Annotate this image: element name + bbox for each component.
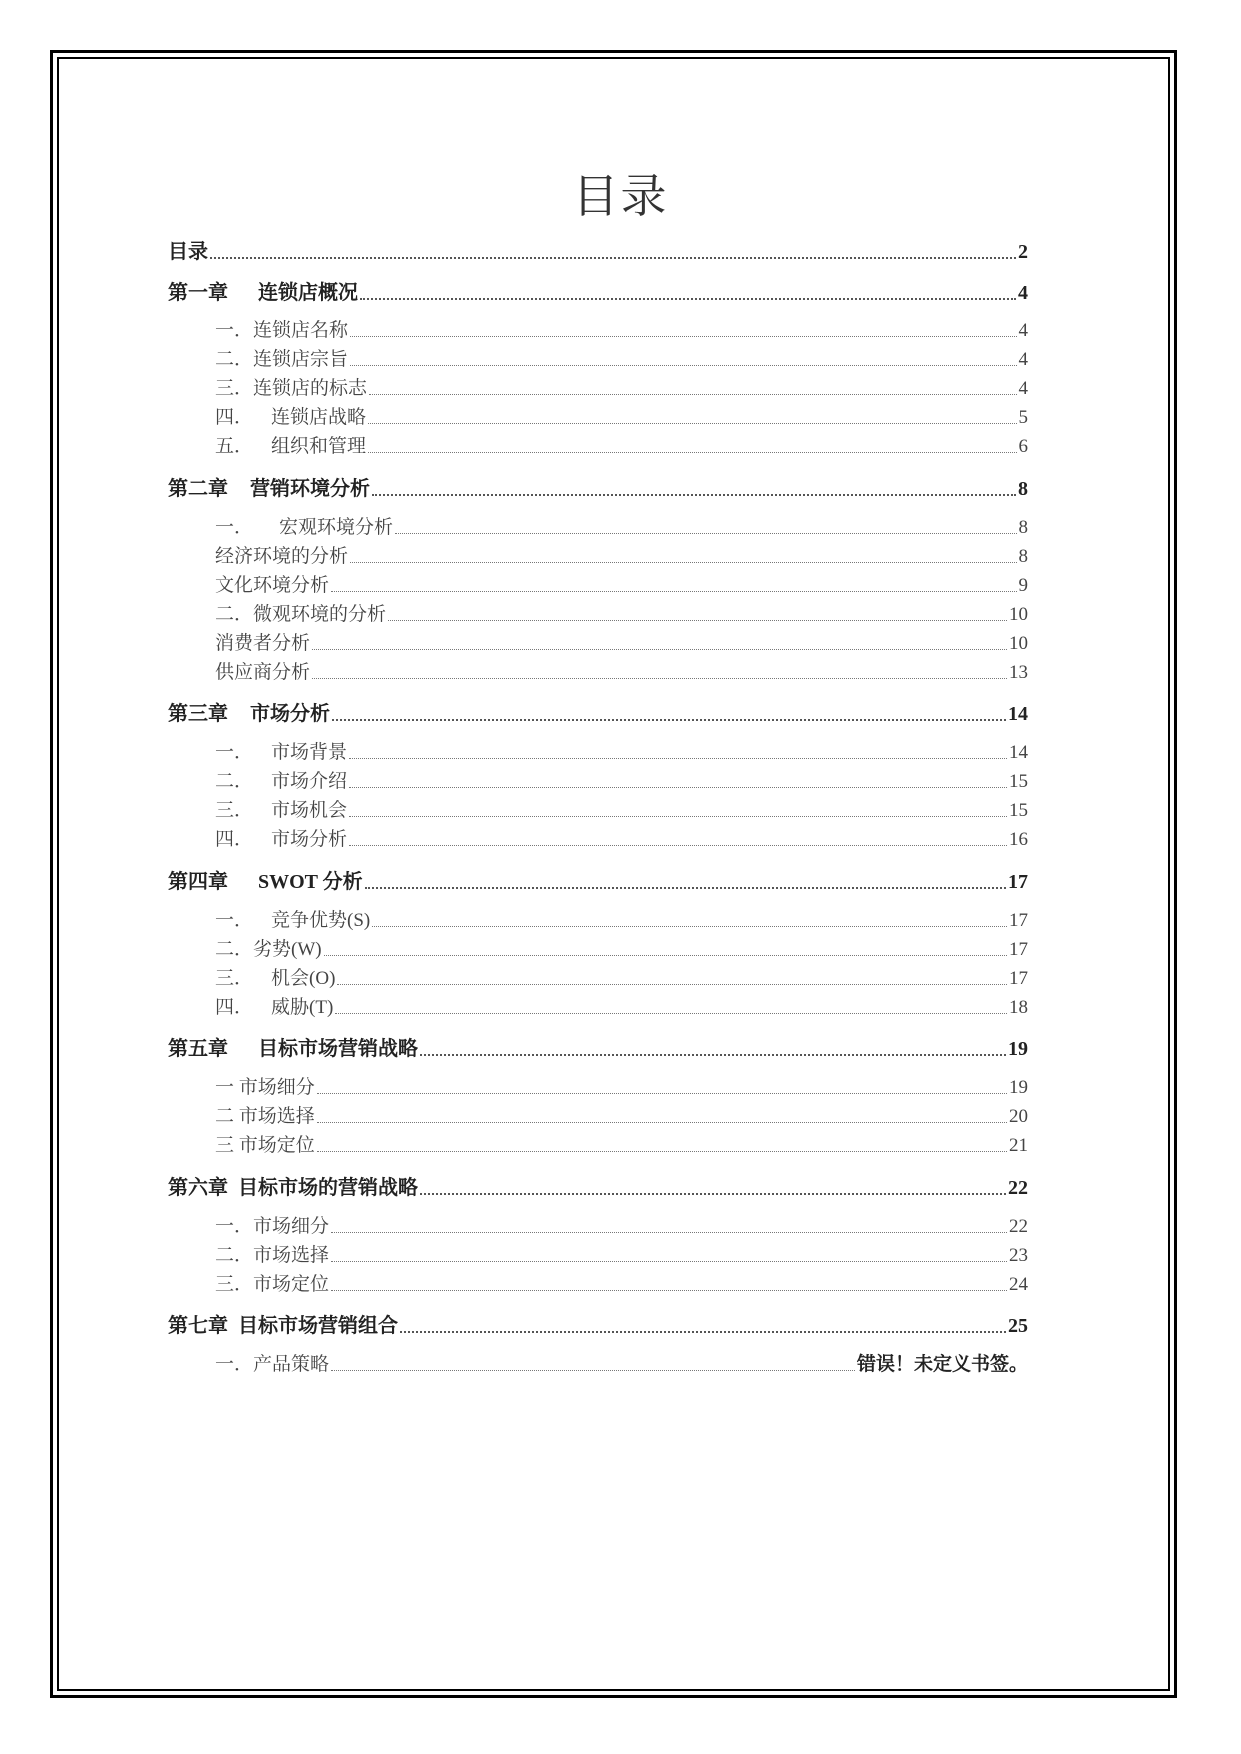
toc-page-number: 10 — [1009, 604, 1028, 625]
toc-entry-title: 目标市场营销战略 — [258, 1038, 418, 1060]
toc-entry-label — [215, 1072, 315, 1099]
toc-page-number: 25 — [1008, 1315, 1028, 1337]
toc-entry-prefix: 一．市场细分 — [215, 1216, 330, 1237]
toc-entry-prefix: 一 市场细分 — [215, 1077, 315, 1098]
toc-entry-prefix: 四． — [215, 829, 254, 850]
toc-entry-title: 市场分析 — [250, 703, 330, 725]
toc-section-entry[interactable] — [168, 571, 1028, 597]
toc-chapter-entry[interactable] — [168, 236, 1028, 264]
toc-entry-label — [215, 599, 386, 626]
toc-leader-dots — [400, 1331, 1006, 1333]
toc-leader-dots — [360, 298, 1016, 300]
toc-leader-dots — [337, 984, 1007, 985]
toc-entry-label — [215, 1130, 315, 1157]
toc-entry-prefix: 二． — [215, 771, 254, 792]
toc-entry-label — [168, 1171, 418, 1200]
toc-leader-dots — [365, 887, 1006, 889]
toc-leader-dots — [350, 562, 1016, 563]
toc-page-number: 17 — [1008, 871, 1028, 893]
toc-leader-dots — [368, 423, 1016, 424]
toc-entry-label — [215, 963, 335, 990]
toc-entry-label — [215, 431, 366, 458]
toc-page-number: 17 — [1009, 910, 1028, 931]
toc-leader-dots — [388, 620, 1007, 621]
toc-entry-prefix: 消费者分析 — [215, 633, 311, 654]
toc-section-entry[interactable] — [168, 374, 1028, 400]
toc-entry-prefix: 第一章 — [168, 282, 228, 304]
toc-page-number: 13 — [1009, 662, 1028, 683]
toc-entry-prefix: 第三章 — [168, 703, 228, 725]
toc-page-number: 2 — [1018, 241, 1028, 263]
toc-leader-dots — [420, 1054, 1006, 1056]
toc-page-number: 错误！未定义书签。 — [856, 1353, 1028, 1375]
toc-leader-dots — [349, 787, 1007, 788]
toc-entry-label — [168, 865, 363, 894]
toc-chapter-entry[interactable] — [168, 473, 1028, 501]
toc-leader-dots — [210, 257, 1016, 259]
toc-leader-dots — [324, 955, 1007, 956]
toc-page-number: 22 — [1008, 1177, 1028, 1199]
toc-section-entry[interactable] — [168, 935, 1028, 961]
toc-entry-title: 市场机会 — [271, 800, 348, 821]
toc-entry-prefix: 第五章 — [168, 1038, 228, 1060]
toc-page-number: 18 — [1009, 997, 1028, 1018]
toc-entry-label — [215, 628, 310, 655]
toc-section-entry[interactable] — [168, 993, 1028, 1019]
toc-leader-dots — [395, 533, 1016, 534]
toc-page-number: 20 — [1009, 1106, 1028, 1127]
toc-entry-label — [215, 315, 348, 342]
toc-section-entry[interactable] — [168, 767, 1028, 793]
toc-section-entry[interactable] — [168, 906, 1028, 932]
toc-entry-label — [215, 1349, 329, 1376]
toc-page-number: 4 — [1018, 349, 1028, 370]
toc-page-number: 4 — [1018, 320, 1028, 341]
toc-page-number: 19 — [1008, 1038, 1028, 1060]
toc-entry-prefix: 四． — [215, 407, 254, 428]
toc-page-number: 21 — [1009, 1135, 1028, 1156]
page-title: 目录 — [572, 169, 669, 223]
toc-entry-prefix: 一．连锁店名称 — [215, 320, 349, 341]
toc-section-entry[interactable] — [168, 629, 1028, 655]
toc-entry-label — [168, 1032, 418, 1061]
toc-section-entry[interactable] — [168, 1102, 1028, 1128]
toc-section-entry[interactable] — [168, 658, 1028, 684]
toc-section-entry[interactable] — [168, 825, 1028, 851]
toc-entry-prefix: 三． — [215, 800, 254, 821]
toc-page-number: 22 — [1009, 1216, 1028, 1237]
toc-section-entry[interactable] — [168, 1350, 1028, 1376]
toc-page-number: 5 — [1018, 407, 1028, 428]
toc-entry-label — [215, 934, 322, 961]
toc-entry-title: 连锁店概况 — [258, 282, 358, 304]
toc-leader-dots — [331, 1370, 855, 1371]
toc-entry-label — [215, 905, 370, 932]
toc-entry-prefix: 供应商分析 — [215, 662, 311, 683]
toc-entry-prefix: 一． — [215, 742, 254, 763]
toc-entry-label — [215, 737, 347, 764]
toc-entry-title: 组织和管理 — [271, 436, 367, 457]
toc-page-number: 4 — [1018, 378, 1028, 399]
toc-entry-prefix: 二．市场选择 — [215, 1245, 330, 1266]
toc-page-number: 10 — [1009, 633, 1028, 654]
toc-chapter-entry[interactable] — [168, 277, 1028, 305]
toc-entry-title: 目标市场的营销战略 — [238, 1177, 418, 1199]
toc-entry-prefix: 四． — [215, 997, 254, 1018]
toc-leader-dots — [349, 816, 1007, 817]
toc-page-number: 15 — [1009, 771, 1028, 792]
toc-page-number: 14 — [1009, 742, 1028, 763]
toc-entry-prefix: 第七章 — [168, 1315, 228, 1337]
toc-entry-label — [215, 1211, 329, 1238]
toc-entry-label — [215, 1269, 329, 1296]
toc-leader-dots — [331, 591, 1016, 592]
toc-entry-title: 营销环境分析 — [250, 478, 370, 500]
toc-entry-title: 竞争优势(S) — [271, 910, 371, 931]
toc-entry-prefix: 一．产品策略 — [215, 1354, 330, 1375]
toc-entry-title: 市场介绍 — [271, 771, 348, 792]
toc-section-entry[interactable] — [168, 738, 1028, 764]
toc-entry-prefix: 第四章 — [168, 871, 228, 893]
toc-leader-dots — [350, 365, 1016, 366]
toc-entry-title: 市场背景 — [271, 742, 348, 763]
toc-entry-prefix: 经济环境的分析 — [215, 546, 349, 567]
toc-entry-prefix: 三．连锁店的标志 — [215, 378, 368, 399]
toc-entry-label — [215, 344, 348, 371]
toc-page-number: 24 — [1009, 1274, 1028, 1295]
toc-entry-label — [215, 1101, 315, 1128]
toc-leader-dots — [332, 719, 1006, 721]
toc-leader-dots — [317, 1122, 1007, 1123]
toc-page-number: 17 — [1009, 939, 1028, 960]
toc-chapter-entry[interactable] — [168, 698, 1028, 726]
table-of-contents — [168, 0, 1028, 1754]
toc-entry-prefix: 二．劣势(W) — [215, 939, 322, 960]
toc-entry-prefix: 三 市场定位 — [215, 1135, 315, 1156]
toc-chapter-entry[interactable] — [168, 1172, 1028, 1200]
toc-entry-prefix: 三．市场定位 — [215, 1274, 330, 1295]
toc-entry-title: 机会(O) — [271, 968, 336, 989]
toc-leader-dots — [349, 845, 1007, 846]
toc-leader-dots — [349, 758, 1007, 759]
toc-leader-dots — [312, 649, 1007, 650]
toc-section-entry[interactable] — [168, 432, 1028, 458]
toc-section-entry[interactable] — [168, 345, 1028, 371]
toc-section-entry[interactable] — [168, 316, 1028, 342]
toc-entry-prefix: 三． — [215, 968, 254, 989]
toc-leader-dots — [372, 494, 1016, 496]
toc-leader-dots — [350, 336, 1016, 337]
toc-entry-prefix: 目录 — [168, 241, 208, 263]
toc-entry-title: 宏观环境分析 — [279, 517, 394, 538]
toc-entry-label — [168, 472, 370, 501]
toc-page-number: 14 — [1008, 703, 1028, 725]
toc-page-number: 8 — [1018, 517, 1028, 538]
toc-leader-dots — [331, 1261, 1007, 1262]
toc-entry-label — [168, 697, 330, 726]
toc-page-number: 17 — [1009, 968, 1028, 989]
toc-section-entry[interactable] — [168, 403, 1028, 429]
toc-entry-title: 市场分析 — [271, 829, 348, 850]
toc-leader-dots — [372, 926, 1007, 927]
toc-section-entry[interactable] — [168, 1241, 1028, 1267]
toc-entry-prefix: 二．微观环境的分析 — [215, 604, 387, 625]
toc-entry-label — [215, 570, 329, 597]
toc-entry-prefix: 一． — [215, 517, 254, 538]
toc-entry-prefix: 二．连锁店宗旨 — [215, 349, 349, 370]
toc-entry-label — [168, 276, 358, 305]
toc-leader-dots — [420, 1193, 1006, 1195]
toc-page-number: 4 — [1018, 282, 1028, 304]
toc-page-number: 8 — [1018, 546, 1028, 567]
toc-entry-prefix: 五． — [215, 436, 254, 457]
toc-entry-title: 连锁店战略 — [271, 407, 367, 428]
toc-leader-dots — [317, 1151, 1007, 1152]
toc-page-number: 9 — [1018, 575, 1028, 596]
toc-leader-dots — [335, 1013, 1007, 1014]
toc-leader-dots — [331, 1290, 1007, 1291]
toc-entry-title: 目标市场营销组合 — [238, 1315, 398, 1337]
toc-entry-prefix: 第六章 — [168, 1177, 228, 1199]
toc-page-number: 6 — [1018, 436, 1028, 457]
toc-section-entry[interactable] — [168, 1131, 1028, 1157]
toc-entry-prefix: 二 市场选择 — [215, 1106, 315, 1127]
toc-entry-prefix: 文化环境分析 — [215, 575, 330, 596]
toc-entry-label — [215, 657, 310, 684]
toc-entry-title: 威胁(T) — [271, 997, 334, 1018]
toc-entry-prefix: 第二章 — [168, 478, 228, 500]
toc-entry-label — [168, 1309, 398, 1338]
toc-section-entry[interactable] — [168, 542, 1028, 568]
toc-section-entry[interactable] — [168, 1073, 1028, 1099]
toc-page-number: 19 — [1009, 1077, 1028, 1098]
toc-entry-label — [215, 992, 333, 1019]
toc-leader-dots — [331, 1232, 1007, 1233]
toc-chapter-entry[interactable] — [168, 1310, 1028, 1338]
toc-page-number: 8 — [1018, 478, 1028, 500]
toc-section-entry[interactable] — [168, 600, 1028, 626]
toc-entry-label — [215, 373, 367, 400]
toc-entry-title: SWOT 分析 — [258, 871, 363, 893]
toc-chapter-entry[interactable] — [168, 1033, 1028, 1061]
toc-entry-label — [215, 402, 366, 429]
toc-leader-dots — [368, 452, 1016, 453]
toc-entry-prefix: 一． — [215, 910, 254, 931]
toc-chapter-entry[interactable] — [168, 866, 1028, 894]
toc-entry-label — [215, 824, 347, 851]
toc-entry-label — [215, 795, 347, 822]
toc-entry-label — [215, 512, 393, 539]
toc-page-number: 16 — [1009, 829, 1028, 850]
toc-leader-dots — [369, 394, 1016, 395]
toc-entry-label — [215, 541, 348, 568]
toc-page-number: 23 — [1009, 1245, 1028, 1266]
toc-section-entry[interactable] — [168, 964, 1028, 990]
toc-section-entry[interactable] — [168, 1270, 1028, 1296]
toc-page-number: 15 — [1009, 800, 1028, 821]
toc-entry-label — [168, 235, 208, 264]
toc-section-entry[interactable] — [168, 513, 1028, 539]
toc-entry-label — [215, 1240, 329, 1267]
toc-section-entry[interactable] — [168, 1212, 1028, 1238]
toc-entry-label — [215, 766, 347, 793]
toc-leader-dots — [317, 1093, 1007, 1094]
toc-leader-dots — [312, 678, 1007, 679]
toc-section-entry[interactable] — [168, 796, 1028, 822]
